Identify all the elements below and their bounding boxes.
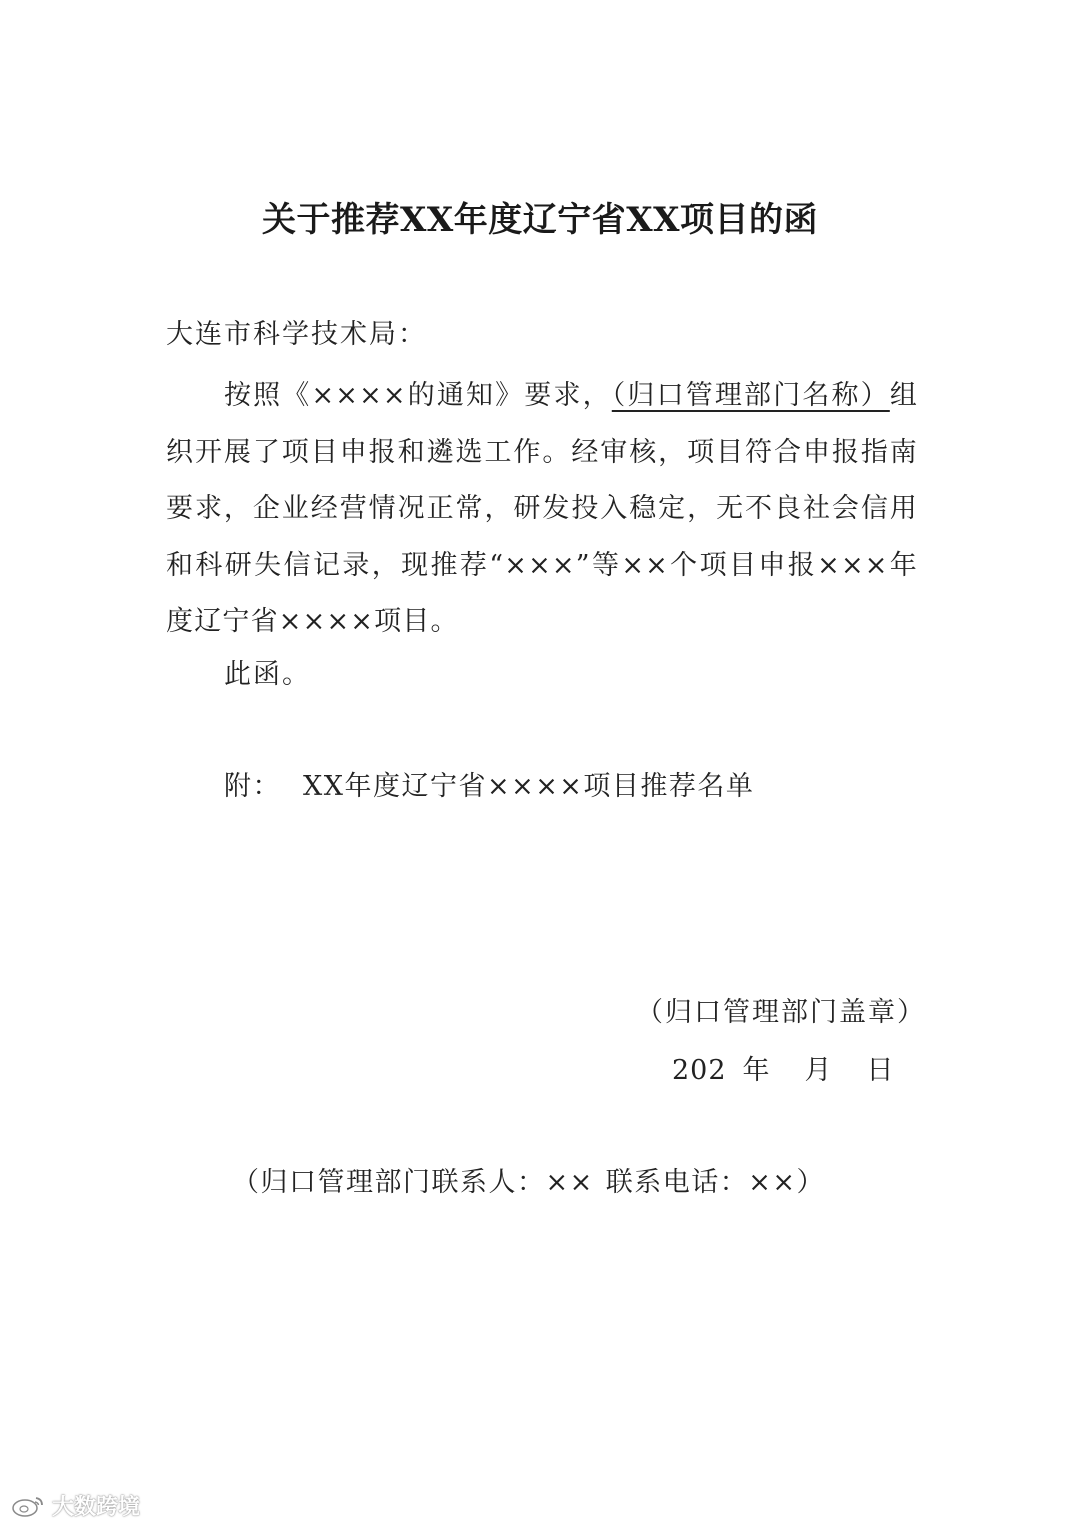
- date-day-unit: 日: [866, 1055, 895, 1086]
- document-title: 关于推荐XX年度辽宁省XX项目的函: [261, 200, 819, 240]
- closing-text: 此函。: [224, 659, 311, 690]
- contact-line: [232, 1160, 825, 1199]
- seal-line: （归口管理部门盖章）: [636, 997, 926, 1028]
- date-year-unit: 年: [742, 1055, 771, 1086]
- watermark-text: 大数跨境: [52, 1495, 141, 1520]
- attachment-label: 附：: [224, 771, 281, 802]
- date-month-unit: 月: [804, 1055, 833, 1086]
- body-lead: 按照《××××的通知》要求，: [224, 380, 612, 411]
- department-name-blank: （归口管理部门名称）: [611, 380, 890, 411]
- body-paragraph: [166, 368, 918, 651]
- date-line: [672, 1048, 895, 1087]
- contact-person: （归口管理部门联系人：××: [232, 1167, 594, 1198]
- watermark: [10, 1490, 140, 1521]
- attachment-text: XX年度辽宁省××××项目推荐名单: [303, 771, 755, 802]
- date-year: 202: [672, 1055, 727, 1086]
- body-rest: 组织开展了项目申报和遴选工作。经审核，项目符合申报指南要求，企业经营情况正常，研发投入稳定，无不良社会信用和科研失信记录，现推荐“×××”等××个项目申报×××年度辽宁省××××项目。: [166, 380, 919, 637]
- attachment-line: [224, 764, 754, 803]
- weibo-like-logo-icon: [10, 1494, 46, 1518]
- salutation: 大连市科学技术局：: [166, 319, 427, 350]
- contact-phone: 联系电话：××）: [605, 1167, 825, 1198]
